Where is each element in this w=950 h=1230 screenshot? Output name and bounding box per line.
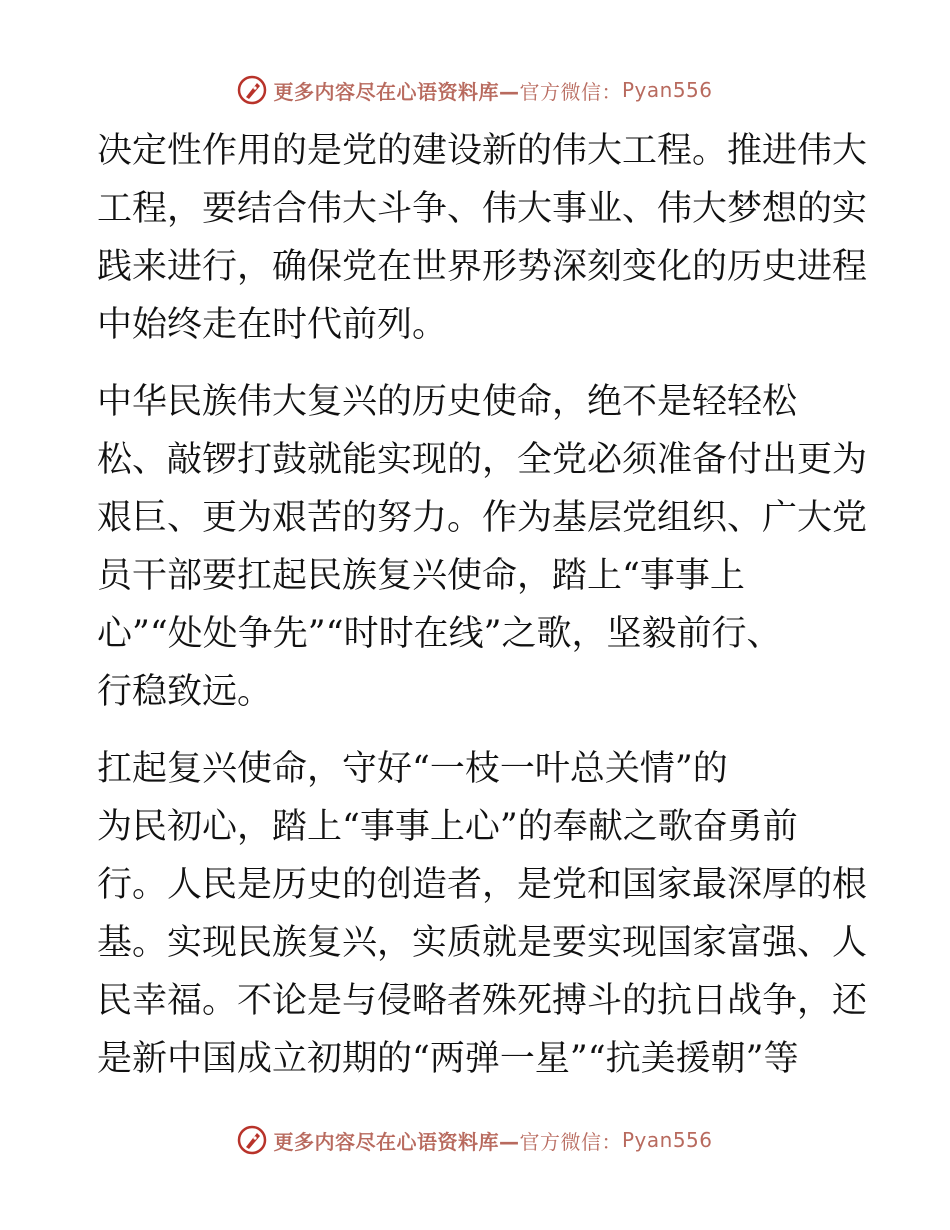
text-line: 行。人民是历史的创造者，是党和国家最深厚的根 bbox=[97, 865, 868, 905]
header-wechat-id: Pyan556 bbox=[621, 78, 713, 102]
pen-nib-logo-icon bbox=[237, 1125, 267, 1155]
header-banner bbox=[0, 70, 950, 110]
text-line: 为民初心，踏上“事事上心”的奉献之歌奋勇前 bbox=[97, 807, 798, 847]
footer-wechat-label: 官方微信： bbox=[519, 1129, 622, 1154]
text-line: 中华民族伟大复兴的历史使命，绝不是轻轻松 bbox=[97, 382, 798, 422]
paragraph-1 bbox=[97, 122, 868, 354]
text-line: 员干部要扛起民族复兴使命，踏上“事事上 bbox=[97, 556, 745, 596]
document-body bbox=[97, 122, 868, 1088]
text-line: 民幸福。不论是与侵略者殊死搏斗的抗日战争，还 bbox=[97, 981, 868, 1021]
footer-banner bbox=[0, 1120, 950, 1160]
text-line: 是新中国成立初期的“两弹一星”“抗美援朝”等 bbox=[97, 1039, 799, 1079]
pen-nib-logo-icon bbox=[237, 75, 267, 105]
footer-wechat-id: Pyan556 bbox=[621, 1128, 713, 1152]
text-line: 心”“处处争先”“时时在线”之歌，坚毅前行、 bbox=[97, 614, 782, 654]
text-line: 践来进行，确保党在世界形势深刻变化的历史进程 bbox=[97, 247, 868, 287]
text-line: 行稳致远。 bbox=[97, 672, 273, 712]
text-line: 扛起复兴使命，守好“一枝一叶总关情”的 bbox=[97, 749, 728, 789]
text-line: 中始终走在时代前列。 bbox=[97, 305, 448, 345]
paragraph-2 bbox=[97, 373, 868, 721]
text-line: 工程，要结合伟大斗争、伟大事业、伟大梦想的实 bbox=[97, 189, 868, 229]
header-wechat-label: 官方微信： bbox=[519, 79, 622, 104]
text-line: 艰巨、更为艰苦的努力。作为基层党组织、广大党 bbox=[97, 498, 868, 538]
text-line: 松、敲锣打鼓就能实现的，全党必须准备付出更为 bbox=[97, 440, 868, 480]
paragraph-3 bbox=[97, 740, 868, 1088]
header-banner-text: 更多内容尽在心语资料库— bbox=[273, 79, 520, 104]
text-line: 基。实现民族复兴，实质就是要实现国家富强、人 bbox=[97, 923, 868, 963]
text-line: 决定性作用的是党的建设新的伟大工程。推进伟大 bbox=[97, 131, 868, 171]
footer-banner-text: 更多内容尽在心语资料库— bbox=[273, 1129, 520, 1154]
